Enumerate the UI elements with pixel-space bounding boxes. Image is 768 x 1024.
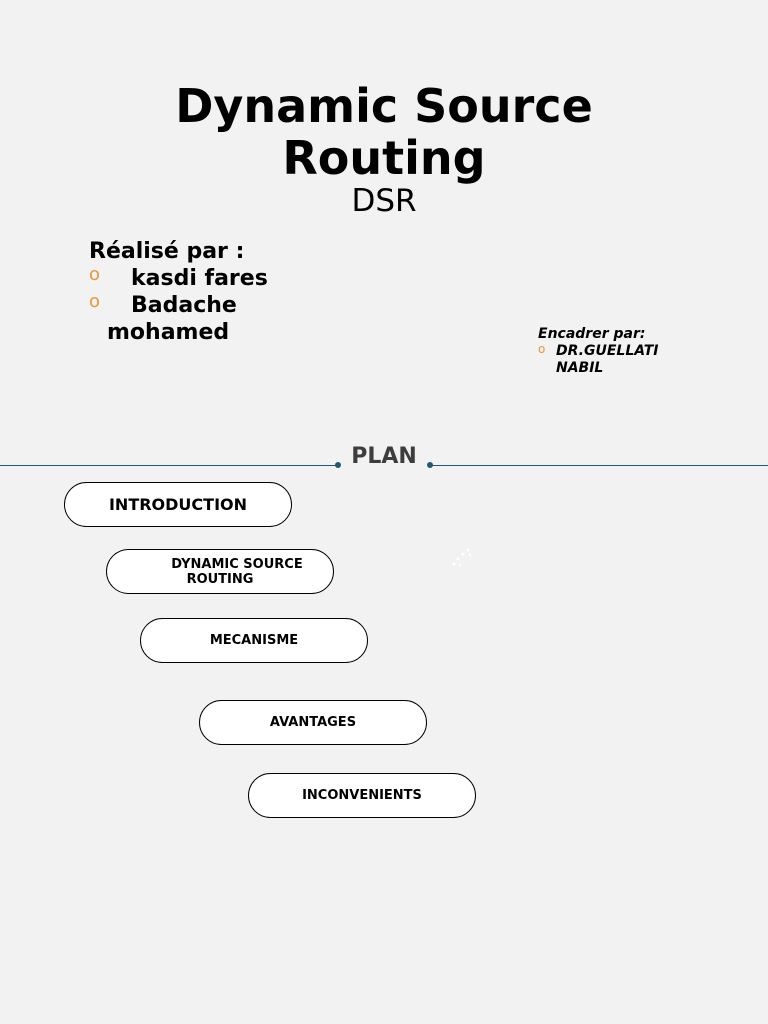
plan-item-label: INCONVENIENTS: [302, 788, 422, 803]
plan-item-inconvenients: [248, 773, 476, 818]
plan-title: PLAN: [351, 444, 417, 469]
plan-divider-right: [430, 465, 768, 466]
bullet-circle-icon: o: [89, 264, 101, 285]
plan-item-label: AVANTAGES: [269, 715, 357, 730]
plan-item-label: DYNAMIC SOURCE: [171, 556, 303, 572]
supervisor-item: [538, 343, 659, 377]
plan-item-label-line-2: ROUTING: [186, 571, 254, 587]
plan-item-dynamic-source-routing: [106, 549, 334, 594]
authors-label: Réalisé par :: [89, 239, 245, 264]
supervisor-name-line-1: DR.GUELLATI: [556, 343, 659, 359]
bullet-circle-icon: o: [538, 342, 546, 356]
plan-item-avantages: [199, 700, 427, 745]
bullet-circle-icon: o: [89, 291, 101, 312]
document-subtitle: DSR: [351, 183, 417, 219]
title-line-1: Dynamic Source: [175, 79, 593, 133]
author-name-2-continued: mohamed: [107, 320, 230, 345]
plan-item-label: INTRODUCTION: [108, 495, 248, 514]
author-item-2: [89, 292, 268, 319]
author-name-1: kasdi fares: [131, 266, 268, 291]
author-item-1: [89, 265, 268, 292]
plan-item-introduction: [64, 482, 292, 527]
supervisor-block: [538, 326, 659, 377]
document-title: [0, 80, 768, 184]
supervisor-name-line-2: NABIL: [556, 360, 604, 376]
plan-item-label: MECANISME: [209, 633, 299, 648]
sparkle-icon: [450, 545, 474, 569]
authors-block: [89, 238, 268, 346]
title-line-2: Routing: [282, 131, 486, 185]
author-name-2: Badache: [131, 293, 237, 318]
plan-divider-left: [0, 465, 338, 466]
plan-item-mecanisme: [140, 618, 368, 663]
supervisor-label: Encadrer par:: [538, 326, 646, 342]
